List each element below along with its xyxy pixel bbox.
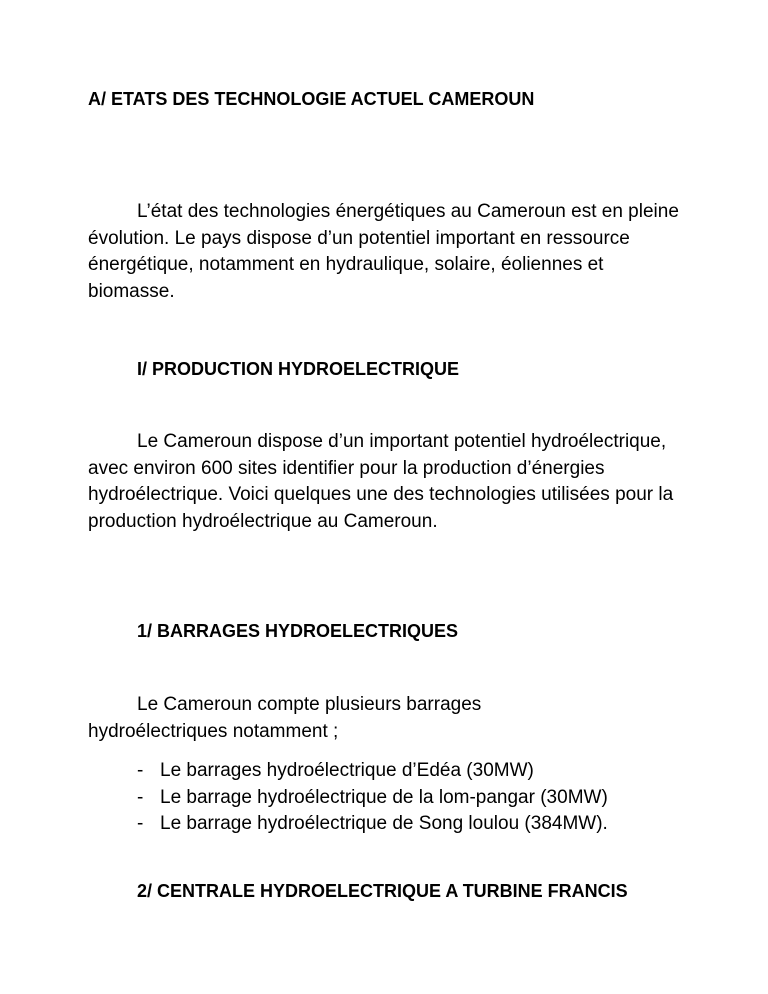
list-item-text: Le barrage hydroélectrique de la lom-pangar (30MW): [160, 786, 608, 808]
list-item: [137, 811, 608, 838]
section-paragraph-production-hydroelectrique: Le Cameroun dispose d’un important potentiel hydroélectrique, avec environ 600 sites identifier pour la production d’énergies hydroélectrique. Voici quelques une des technologies utilisées pour la production hydroélectrique au Cameroun.: [88, 431, 674, 532]
main-title: A/ ETATS DES TECHNOLOGIE ACTUEL CAMEROUN: [88, 89, 535, 109]
list-dash: -: [137, 786, 144, 808]
list-item: [137, 785, 608, 812]
barrages-list: [137, 758, 608, 838]
subsection-title-centrale-francis: 2/ CENTRALE HYDROELECTRIQUE A TURBINE FRANCIS: [137, 881, 628, 901]
list-item-text: Le barrage hydroélectrique de Song loulou (384MW).: [160, 813, 608, 834]
section-title-production-hydroelectrique: I/ PRODUCTION HYDROELECTRIQUE: [137, 359, 460, 379]
list-item-text: Le barrages hydroélectrique d’Edéa (30MW): [160, 760, 534, 781]
list-item: [137, 758, 608, 785]
list-dash: -: [137, 760, 144, 781]
subsection-paragraph-barrages: Le Cameroun compte plusieurs barrages hydroélectriques notamment ;: [88, 694, 482, 742]
subsection-title-barrages: 1/ BARRAGES HYDROELECTRIQUES: [137, 621, 459, 641]
intro-paragraph: L’état des technologies énergétiques au Cameroun est en pleine évolution. Le pays dispose d’un potentiel important en ressource énergétique, notamment en hydraulique, solaire, éoliennes et biomasse.: [88, 201, 679, 302]
list-dash: -: [137, 813, 144, 834]
